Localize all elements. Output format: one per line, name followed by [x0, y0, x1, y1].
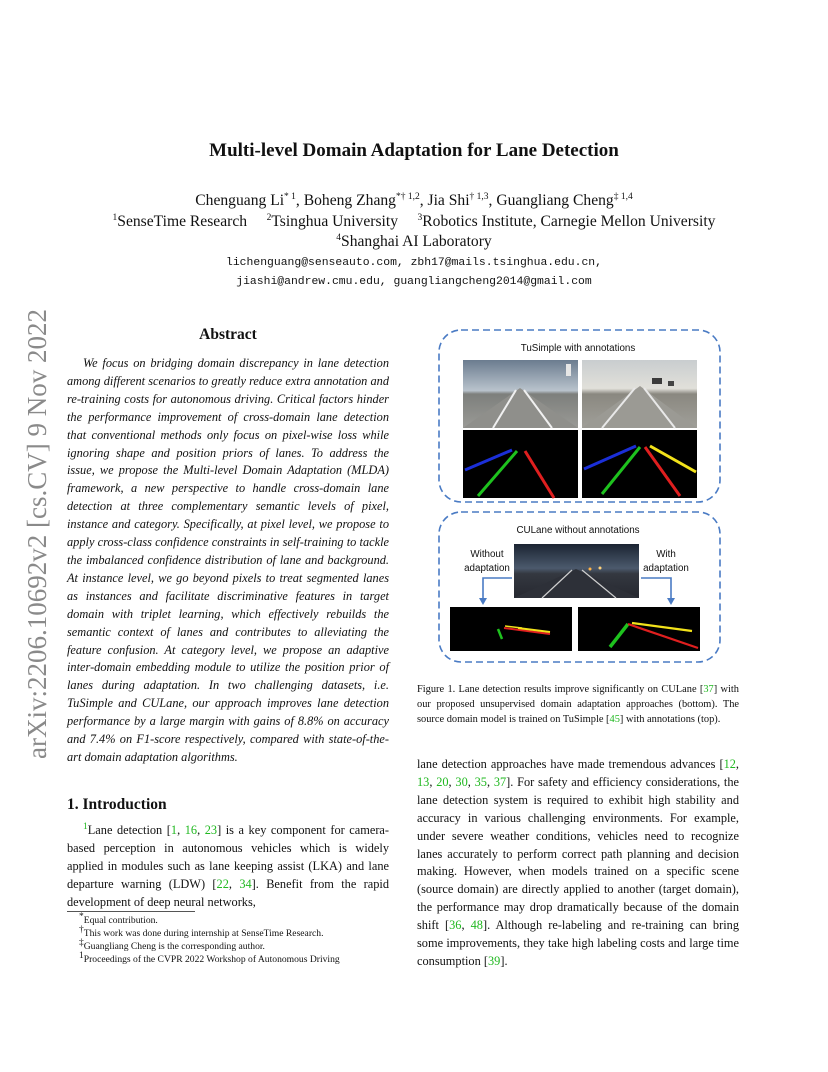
bottom-panel-label: CULane without annotations [516, 525, 640, 536]
author-line: Chenguang Li$^{* 1}$, Boheng Zhang$^{*\dagger 1,2}$, Jia Shi$^{\dagger 1,3}$, Guangliang Cheng$^{\ddagger 1,4}$ [195, 191, 633, 209]
author-mark: † 1,3 [469, 191, 489, 202]
text-run: ] is a key component for camera-based perception in autonomous vehicles which is widely applied in modules such as lane keeping assist (LKA) and lane departure warning (LDW) [ [67, 823, 390, 891]
citation-link[interactable]: 20 [436, 774, 449, 789]
arxiv-side-stamp [14, 289, 54, 759]
abstract-text: We focus on bridging domain discrepancy in lane detection among different scenarios to greatly reduce extra annotation and re-training costs for autonomous driving. Critical factors hinder the performance improvement of cross-domain lane detection that conventional methods only focus on pixel-wise loss while ignoring shape and position priors of lanes. To address the issue, we propose the Multi-level Domain Adaptation (MLDA) framework, a new perspective to handle cross-domain lane detection at three complementary semantic levels of pixel, instance and category. Specifically, at pixel level, we propose to apply cross-class confidence constraints in self-training to tackle the imbalanced confidence distribution of lane and background. At instance level, we go beyond pixels to treat segmented lanes as instances and facilitate discriminative features in target domain with triplet learning, which effectively rebuilds the semantic context of lanes and contributes to alleviating the feature confusion. At category level, we propose an adaptive inter-domain embedding module to utilize the position prior of lanes during adaptation. In two challenging datasets, i.e. TuSimple and CULane, our approach improves lane detection performance by a large margin with gains of 8.8% on accuracy and 7.4% on F1-score respectively, compared with state-of-the-art domain adaptation algorithms. [67, 356, 389, 764]
affiliation-name: Robotics Institute, Carnegie Mellon University [422, 213, 716, 230]
figure-1-caption [417, 682, 739, 727]
culane-mask-with-adaptation [578, 607, 700, 651]
text-run: ]. Although re-labeling and re-training can bring some improvements, they take high labeling costs and large time consumption [ [417, 918, 739, 968]
arxiv-stamp-svg [14, 289, 54, 759]
with-adaptation-label-1: With [656, 549, 676, 560]
footnote-text: This work was done during internship at SenseTime Research. [83, 928, 324, 939]
citation-link[interactable]: 37 [703, 684, 714, 695]
email-line-2: jiashi@andrew.cmu.edu, guangliangcheng2014@gmail.com [236, 276, 592, 288]
text-run: lane detection approaches have made tremendous advances [ [417, 757, 724, 771]
author-name: Boheng Zhang [303, 192, 396, 209]
text-run: ]. Benefit from the rapid development of deep neural networks, [67, 876, 390, 909]
author-name: Guangliang Cheng [496, 192, 614, 209]
culane-mask-without-adaptation [450, 607, 572, 651]
footnote-text: Proceedings of the CVPR 2022 Workshop of Autonomous Driving [83, 954, 340, 965]
affiliation-name: SenseTime Research [117, 213, 248, 230]
citation-link[interactable]: 23 [204, 823, 218, 837]
citation-link[interactable]: 1 [170, 823, 178, 837]
author-name: Jia Shi [427, 192, 470, 209]
footnote [67, 924, 389, 940]
tusimple-image-1 [463, 360, 578, 428]
citation-link[interactable]: 22 [216, 876, 229, 891]
affiliation-num: 2 [266, 212, 272, 223]
affiliation-line-2 [0, 233, 828, 251]
citation-link[interactable]: 39 [487, 953, 501, 968]
footnote-text: Equal contribution. [83, 915, 158, 926]
footnote-divider [67, 911, 195, 912]
arrow-down-right [641, 578, 675, 605]
citation-link[interactable]: 34 [239, 876, 252, 891]
citation-link[interactable]: 16 [184, 823, 198, 837]
footnotes [67, 911, 389, 966]
citation-link[interactable]: 45 [609, 714, 620, 725]
footnote-link[interactable]: 1 [83, 821, 88, 832]
citation-link[interactable]: 36 [449, 918, 462, 933]
footnote [67, 937, 389, 953]
without-adaptation-label-1: Without [470, 549, 504, 560]
citation-link[interactable]: 35 [474, 774, 487, 789]
tusimple-image-2 [582, 360, 697, 428]
text-run: ]. [500, 953, 508, 968]
text-run: ]. For safety and efficiency considerations, the lane detection system is required to exhibit high stability and accuracy in various challenging environments. For example, under severe weather conditions, vehicles need to recognize lanes accurately to perform correct path planning and decision making. However, when models trained on a specific scene (source domain) are directly applied to another (target domain), the performance may drop dramatically because of the domain shift [ [417, 774, 740, 933]
affiliation-name: Shanghai AI Laboratory [341, 233, 492, 250]
arxiv-id: arXiv:2206.10692v2 [cs.CV] 9 Nov 2022 [22, 309, 52, 759]
with-adaptation-label-2: adaptation [643, 563, 689, 574]
affiliation-num: 3 [417, 212, 423, 223]
figure-1 [430, 326, 728, 666]
arrow-down-left [479, 578, 512, 605]
footnote-mark: ‡ [79, 937, 84, 948]
footnote [67, 950, 389, 966]
figure-1-graphic [430, 326, 728, 666]
abstract-heading: Abstract [199, 326, 257, 343]
citation-link[interactable]: 48 [470, 918, 483, 933]
affiliation-num: 4 [336, 232, 342, 243]
author-mark: ‡ 1,4 [613, 191, 633, 202]
footnote [67, 911, 389, 927]
footnote-mark: 1 [79, 950, 84, 961]
author-mark: * 1 [284, 191, 296, 202]
right-column-paragraph: lane detection approaches have made tremendous advances [12, 13, 20, 30, 35, 37]. For safety and efficiency considerations, the lane detection system is required to exhibit high stability and accuracy in various challenging environments. For example, under severe weather conditions, vehicles need to recognize lanes accurately to perform correct path planning and decision making. However, when models trained on a specific scene (source domain) are directly applied to another (target domain), the performance may drop dramatically because of the domain shift [36, 48]. Although re-labeling and re-training can bring some improvements, they take high labeling costs and large time consumption [39]. [417, 757, 740, 968]
text-run: Lane detection [ [87, 823, 171, 837]
introduction-paragraph: $^1$Lane detection [1, 16, 23] is a key component for camera-based perception in autonomous vehicles which is widely applied in modules such as lane keeping assist (LKA) and lane departure warning (LDW) [22, 34]. Benefit from the rapid development of deep neural networks, [67, 821, 390, 909]
text-run: ] with our proposed unsupervised domain adaptation approaches (bottom). The source domain model is trained on TuSimple [ [417, 684, 739, 725]
without-adaptation-label-2: adaptation [464, 563, 510, 574]
citation-link[interactable]: 13 [417, 774, 430, 789]
footnote-mark: † [79, 924, 84, 935]
text-run: Figure 1. Lane detection results improve significantly on CULane [ [417, 684, 704, 695]
paper-title: Multi-level Domain Adaptation for Lane Detection [209, 140, 619, 161]
top-panel-label: TuSimple with annotations [520, 343, 636, 354]
affiliation-name: Tsinghua University [271, 213, 398, 230]
citation-link[interactable]: 37 [493, 774, 507, 789]
footnote-mark: * [79, 911, 84, 922]
footnote-text: Guangliang Cheng is the corresponding author. [83, 941, 265, 952]
affiliation-line [0, 213, 828, 231]
affiliation-num: 1 [112, 212, 118, 223]
email-line-1: lichenguang@senseauto.com, zbh17@mails.tsinghua.edu.cn, [226, 257, 602, 269]
tusimple-mask-1 [463, 430, 578, 498]
citation-link[interactable]: 30 [455, 774, 468, 789]
tusimple-mask-2 [582, 430, 697, 498]
author-name: Chenguang Li [195, 192, 285, 209]
section-heading-introduction: 1. Introduction [67, 796, 167, 813]
citation-link[interactable]: 12 [723, 757, 736, 771]
culane-image [514, 544, 639, 598]
text-run: ] with annotations (top). [619, 714, 721, 725]
author-mark: *† 1,2 [395, 191, 420, 202]
